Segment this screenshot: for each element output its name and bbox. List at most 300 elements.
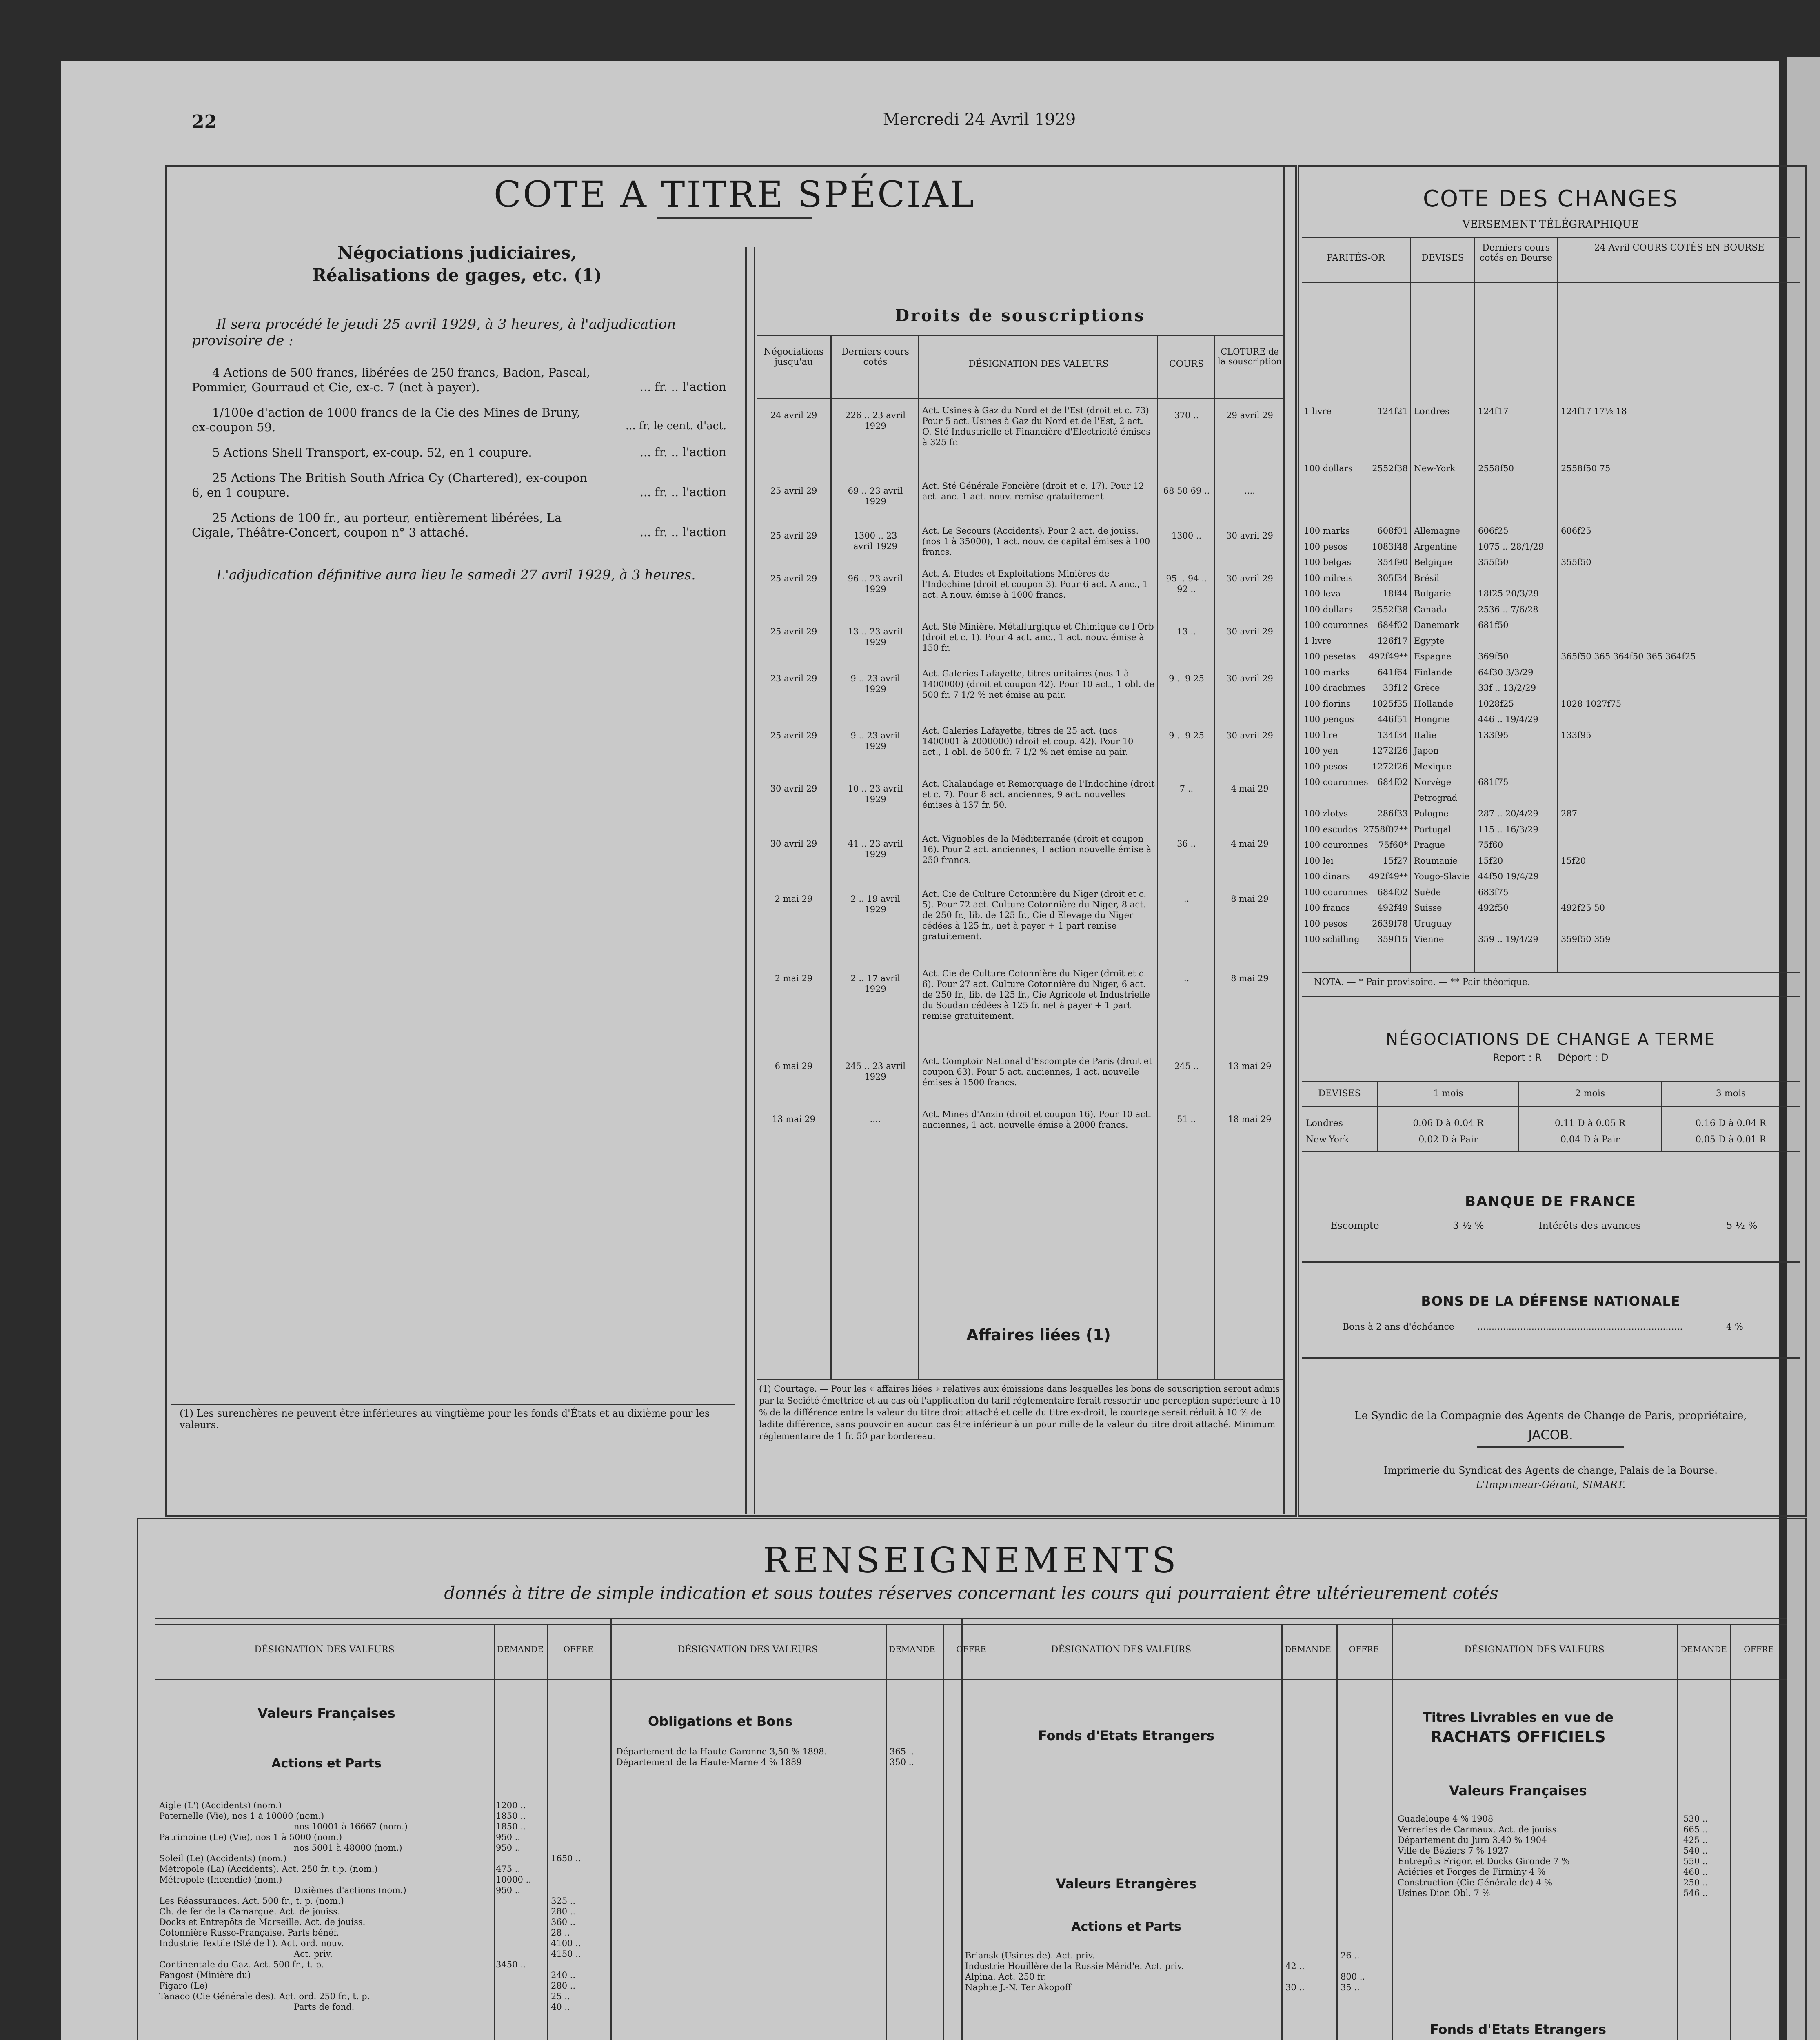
changes-header-bottom <box>1302 282 1800 283</box>
change-parite: 2552f38 <box>1372 463 1408 473</box>
droit-last: 96 .. 23 avril 1929 <box>848 574 903 594</box>
r1-sub: Actions et Parts <box>271 1756 382 1771</box>
r1-row-offre: 25 .. <box>551 1991 570 2001</box>
r1-row-offre: 28 .. <box>551 1928 570 1938</box>
interets-label: Intérêts des avances <box>1538 1220 1641 1231</box>
change-today: 492f25 50 <box>1561 903 1605 913</box>
change-today: 133f95 <box>1561 730 1591 740</box>
rens-header-offre: OFFRE <box>956 1644 986 1654</box>
droit-designation: Act. Cie de Culture Cotonnière du Niger (droit et c. 5). Pour 72 act. Culture Cotonnière du Niger, 8 act. de 250 fr., lib. de 125 fr., Cie d'Elevage du Niger cédées à 125 fr., net à payer + 1 part remise gratuitement. <box>922 889 1147 941</box>
syndic-line: Le Syndic de la Compagnie des Agents de Change de Paris, propriétaire, <box>1354 1410 1747 1422</box>
droit-designation: Act. Galeries Lafayette, titres de 25 act. (nos 1400001 à 2000000) (droit et coup. 42). Pour 10 act., 1 obl. de 500 fr. 7 1/2 % net émise au pair. <box>922 726 1134 757</box>
droit-last: .... <box>870 1114 881 1124</box>
droit-designation: Act. Le Secours (Accidents). Pour 2 act. de jouiss. (nos 1 à 35000), 1 act. nouv. de capital émises à 100 francs. <box>922 526 1150 557</box>
r2-heading: Obligations et Bons <box>648 1714 793 1729</box>
terme-devise: New-York <box>1306 1135 1349 1145</box>
changes-header-parite: PARITÉS-OR <box>1327 253 1385 263</box>
renseignements-col-sep <box>1730 1625 1731 2040</box>
r1-row-offre: 1650 .. <box>551 1854 581 1863</box>
change-unit: 100 lei <box>1304 856 1334 866</box>
droits-header-top <box>757 335 1283 336</box>
change-parite: 15f27 <box>1383 856 1408 866</box>
r4-row-demande: 546 .. <box>1683 1888 1708 1898</box>
change-today: 124f17 17½ 18 <box>1561 406 1627 416</box>
droits-header-desig: DÉSIGNATION DES VALEURS <box>968 359 1109 369</box>
change-parite: 492f49 <box>1377 903 1408 913</box>
droits-col-sep <box>1157 335 1158 1380</box>
item-text: 25 Actions de 100 fr., au porteur, entièrement libérées, La Cigale, Théâtre-Concert, coupon n° 3 attaché. <box>192 511 562 539</box>
r1-row-name: Tanaco (Cie Générale des). Act. ord. 250 fr., t. p. <box>159 1991 370 2001</box>
change-last: 492f50 <box>1478 903 1509 913</box>
r1-row-name: nos 5001 à 48000 (nom.) <box>294 1843 402 1853</box>
droit-cloture: 30 avril 29 <box>1226 574 1273 583</box>
terme-1-mois: 0.02 D à Pair <box>1418 1135 1478 1145</box>
droit-designation: Act. Comptoir National d'Escompte de Paris (droit et coupon 63). Pour 5 act. anciennes, 1 act. nouvelle émises à 1500 francs. <box>922 1056 1152 1087</box>
renseignements-col-sep <box>943 1625 944 2040</box>
r4-row-demande: 530 .. <box>1683 1814 1708 1824</box>
change-last: 1075 .. 28/1/29 <box>1478 541 1544 552</box>
r1-row-offre: 360 .. <box>551 1917 576 1927</box>
change-unit: 100 pesos <box>1304 541 1347 552</box>
r1-row-name: Patrimoine (Le) (Vie), nos 1 à 5000 (nom.) <box>159 1832 342 1842</box>
renseignements-header-top-2 <box>155 1624 1787 1625</box>
change-unit: 100 schilling <box>1304 934 1360 944</box>
renseignements-col-sep <box>1281 1625 1283 2040</box>
r1-row-name: Act. priv. <box>294 1949 333 1959</box>
terme-2-mois: 0.04 D à Pair <box>1560 1135 1620 1145</box>
droits-col-sep <box>918 335 919 1380</box>
terme-header-3: 3 mois <box>1716 1089 1746 1099</box>
droit-last: 41 .. 23 avril 1929 <box>848 839 903 859</box>
terme-3-mois: 0.05 D à 0.01 R <box>1695 1135 1767 1145</box>
r1-row-name: Aigle (L') (Accidents) (nom.) <box>159 1801 282 1810</box>
change-last: 18f25 20/3/29 <box>1478 589 1539 599</box>
renseignements-subtitle: donnés à titre de simple indication et sous toutes réserves concernant les cours qui pourraient être ultérieurement cotés <box>444 1583 1498 1603</box>
footnote-rule <box>171 1404 735 1405</box>
change-devise: Pologne <box>1414 809 1449 818</box>
r1-heading: Valeurs Françaises <box>257 1705 395 1721</box>
droit-last: 1300 .. 23 avril 1929 <box>853 531 897 551</box>
change-parite: 126f17 <box>1377 636 1408 646</box>
r4-row-demande: 550 .. <box>1683 1856 1708 1866</box>
bons-title: BONS DE LA DÉFENSE NATIONALE <box>1421 1293 1680 1309</box>
change-devise: Egypte <box>1414 636 1445 646</box>
r1-row-name: Paternelle (Vie), nos 1 à 10000 (nom.) <box>159 1811 324 1821</box>
change-parite: 446f51 <box>1377 714 1408 724</box>
rens-header-designation: DÉSIGNATION DES VALEURS <box>1464 1645 1605 1655</box>
change-unit: 100 pesetas <box>1304 652 1356 661</box>
change-parite: 684f02 <box>1377 777 1408 787</box>
rens-header-offre: OFFRE <box>1349 1644 1379 1654</box>
r1-row-offre: 4100 .. <box>551 1938 581 1948</box>
r1-row-name: Continentale du Gaz. Act. 500 fr., t. p. <box>159 1960 324 1969</box>
change-devise: Bulgarie <box>1414 589 1451 599</box>
terme-1-mois: 0.06 D à 0.04 R <box>1413 1118 1484 1129</box>
droit-cours: 9 .. 9 25 <box>1169 674 1204 683</box>
change-devise: Uruguay <box>1414 918 1452 929</box>
terme-header-1: 1 mois <box>1433 1089 1463 1099</box>
change-parite: 2552f38 <box>1372 604 1408 614</box>
renseignements-title: RENSEIGNEMENTS <box>763 1540 1179 1581</box>
droit-designation: Act. Chalandage et Remorquage de l'Indochine (droit et c. 7). Pour 8 act. anciennes, 9 act. nouvelles émises à 137 fr. 50. <box>922 779 1155 810</box>
change-today: 355f50 <box>1561 557 1591 567</box>
r1-row-name: Figaro (Le) <box>159 1981 208 1991</box>
r4-row-name: Usines Dior. Obl. 7 % <box>1398 1888 1490 1898</box>
droit-date: 25 avril 29 <box>770 627 817 636</box>
escompte-value: 3 ½ % <box>1453 1220 1484 1231</box>
droits-left-rule-2 <box>754 247 755 1514</box>
droit-date: 24 avril 29 <box>770 410 817 420</box>
r4-row-name: Ville de Béziers 7 % 1927 <box>1398 1846 1509 1856</box>
change-today: 287 <box>1561 809 1578 818</box>
change-last: 15f20 <box>1478 856 1503 866</box>
changes-col-sep <box>1557 237 1558 972</box>
droit-cours: 1300 .. <box>1171 531 1202 541</box>
change-parite: 492f49** <box>1369 871 1408 881</box>
droit-last: 69 .. 23 avril 1929 <box>848 486 903 506</box>
droit-date: 13 mai 29 <box>772 1114 815 1124</box>
change-devise: Japon <box>1414 746 1439 756</box>
r1-row-offre: 4150 .. <box>551 1949 581 1959</box>
bons-label: Bons à 2 ans d'échéance <box>1343 1322 1454 1332</box>
r4-heading-2: RACHATS OFFICIELS <box>1430 1728 1606 1746</box>
change-unit: 100 marks <box>1304 526 1350 536</box>
droit-last: 245 .. 23 avril 1929 <box>845 1061 906 1082</box>
droit-designation: Act. A. Etudes et Exploitations Minières de l'Indochine (droit et coupon 3). Pour 6 act. A anc., 1 act. A nouv. émise à 1000 francs. <box>922 569 1148 600</box>
change-devise: Finlande <box>1414 667 1452 677</box>
r1-row-demande: 1850 .. <box>496 1811 526 1821</box>
r3-row-offre: 35 .. <box>1341 1982 1360 1992</box>
droit-last: 2 .. 19 avril 1929 <box>850 894 900 914</box>
r4-row-demande: 425 .. <box>1683 1835 1708 1845</box>
droits-right-rule <box>1283 165 1285 1514</box>
rens-header-demande: DEMANDE <box>889 1644 935 1654</box>
r1-row-name: Fangost (Minière du) <box>159 1970 251 1980</box>
terme-devise: Londres <box>1306 1118 1343 1129</box>
r2-row-demande: 350 .. <box>890 1757 914 1767</box>
change-unit: 100 couronnes <box>1304 887 1368 897</box>
rens-header-designation: DÉSIGNATION DES VALEURS <box>677 1645 818 1655</box>
terme-header-top <box>1302 1081 1800 1082</box>
droit-designation: Act. Galeries Lafayette, titres unitaires (nos 1 à 1400000) (droit et coupon 42). Pour 10 act., 1 obl. de 500 fr. 7 1/2 % net émise au pair. <box>922 669 1154 700</box>
item-price: ... fr. .. l'action <box>639 445 726 459</box>
change-unit: 100 pesos <box>1304 761 1347 772</box>
r4-row-name: Verreries de Carmaux. Act. de jouiss. <box>1398 1825 1560 1834</box>
change-parite: 1272f26 <box>1372 761 1408 772</box>
item-text: 1/100e d'action de 1000 francs de la Cie des Mines de Bruny, ex-coupon 59. <box>192 406 580 434</box>
r1-row-name: Ch. de fer de la Camargue. Act. de jouiss. <box>159 1907 340 1916</box>
change-devise: Roumanie <box>1414 856 1458 866</box>
r4-row-name: Entrepôts Frigor. et Docks Gironde 7 % <box>1398 1856 1570 1866</box>
banque-title: BANQUE DE FRANCE <box>1465 1193 1636 1210</box>
item-price: ... fr. .. l'action <box>639 380 726 394</box>
changes-header-devise: DEVISES <box>1421 253 1464 263</box>
droits-title: Droits de souscriptions <box>895 306 1145 325</box>
change-devise: Suisse <box>1414 903 1442 913</box>
r3-row-demande: 30 .. <box>1285 1982 1305 1992</box>
change-unit: 100 dinars <box>1304 871 1350 881</box>
droit-date: 25 avril 29 <box>770 531 817 541</box>
change-last: 369f50 <box>1478 652 1509 661</box>
change-today: 2558f50 75 <box>1561 463 1611 473</box>
r1-row-name: Métropole (La) (Accidents). Act. 250 fr. t.p. (nom.) <box>159 1864 378 1874</box>
droit-date: 25 avril 29 <box>770 486 817 496</box>
change-last: 64f30 3/3/29 <box>1478 667 1534 677</box>
droit-cours: 7 .. <box>1179 784 1194 794</box>
r1-row-name: Parts de fond. <box>294 2002 355 2012</box>
change-parite: 492f49** <box>1369 652 1408 661</box>
adjudication-item <box>192 470 726 510</box>
r1-row-name: Les Réassurances. Act. 500 fr., t. p. (nom.) <box>159 1896 344 1906</box>
renseignements-col-sep <box>1677 1625 1678 2040</box>
change-parite: 354f90 <box>1377 557 1408 567</box>
change-last: 355f50 <box>1478 557 1509 567</box>
droit-cloture: 30 avril 29 <box>1226 674 1273 683</box>
r4-sub-2: Fonds d'Etats Etrangers <box>1429 2022 1607 2037</box>
item-price: ... fr. .. l'action <box>639 485 726 499</box>
change-devise: Grèce <box>1414 683 1440 693</box>
changes-nota: NOTA. — * Pair provisoire. — ** Pair théorique. <box>1314 977 1531 987</box>
droit-designation: Act. Sté Générale Foncière (droit et c. 17). Pour 12 act. anc. 1 act. nouv. remise gratuitement. <box>922 481 1144 501</box>
droit-date: 2 mai 29 <box>775 973 813 983</box>
change-unit: 100 couronnes <box>1304 620 1368 630</box>
change-unit: 100 pengos <box>1304 714 1354 724</box>
changes-nota-rule <box>1302 996 1800 997</box>
droit-cours: .. <box>1183 973 1190 983</box>
r1-row-name: Dixièmes d'actions (nom.) <box>294 1885 406 1895</box>
change-parite: 684f02 <box>1377 887 1408 897</box>
r1-row-offre: 325 .. <box>551 1896 576 1906</box>
renseignements-col-sep <box>547 1625 548 2040</box>
r3-row-demande: 42 .. <box>1285 1961 1305 1971</box>
droit-date: 25 avril 29 <box>770 731 817 741</box>
droit-cours: .. <box>1183 894 1190 904</box>
change-last: 115 .. 16/3/29 <box>1478 824 1538 834</box>
r1-row-offre: 40 .. <box>551 2002 570 2012</box>
r4-row-name: Guadeloupe 4 % 1908 <box>1398 1814 1494 1824</box>
changes-header-top <box>1302 237 1800 238</box>
adjudication-item <box>192 365 726 405</box>
cote-titre-title: COTE A TITRE SPÉCIAL <box>493 173 976 215</box>
terme-header-bottom <box>1302 1106 1800 1107</box>
changes-header-today: 24 Avril COURS COTÉS EN BOURSE <box>1594 243 1765 253</box>
courtage-rule <box>757 1379 1283 1380</box>
change-devise: Brésil <box>1414 573 1440 583</box>
change-unit: 100 milreis <box>1304 573 1353 583</box>
r1-row-offre: 240 .. <box>551 1970 576 1980</box>
droit-cloture: 8 mai 29 <box>1231 894 1269 904</box>
change-unit: 100 zlotys <box>1304 809 1348 818</box>
droit-date: 30 avril 29 <box>770 839 817 849</box>
change-unit: 100 leva <box>1304 589 1341 599</box>
changes-bottom-rule <box>1302 972 1800 973</box>
droits-header-cours: COURS <box>1169 359 1204 369</box>
droit-cloture: 4 mai 29 <box>1231 784 1269 794</box>
r3-row-name: Naphte J.-N. Ter Akopoff <box>965 1982 1071 1992</box>
terme-bottom <box>1302 1151 1800 1152</box>
item-text: 5 Actions Shell Transport, ex-coup. 52, en 1 coupure. <box>212 446 532 459</box>
change-last: 124f17 <box>1478 406 1509 416</box>
r3-sub: Actions et Parts <box>1071 1920 1181 1934</box>
droit-cloture: 30 avril 29 <box>1226 531 1273 541</box>
r4-sub-1: Valeurs Françaises <box>1449 1783 1587 1798</box>
change-unit: 100 marks <box>1304 667 1350 677</box>
droit-cloture: 13 mai 29 <box>1228 1061 1272 1071</box>
bons-leader: ........................................................................ <box>1477 1322 1683 1332</box>
item-text: 4 Actions de 500 francs, libérées de 250 francs, Badon, Pascal, Pommier, Gourraud et Cie, ex-c. 7 (net à payer). <box>192 366 590 394</box>
change-devise: Hollande <box>1414 698 1454 709</box>
change-last: 2536 .. 7/6/28 <box>1478 604 1538 614</box>
r4-row-demande: 540 .. <box>1683 1846 1708 1856</box>
change-today: 365f50 365 364f50 365 364f25 <box>1561 652 1696 661</box>
change-parite: 1025f35 <box>1372 698 1408 709</box>
change-devise: Hongrie <box>1414 714 1450 724</box>
droit-last: 9 .. 23 avril 1929 <box>850 674 900 694</box>
change-unit: 100 escudos <box>1304 824 1358 834</box>
change-parite: 305f34 <box>1377 573 1408 583</box>
change-last: 683f75 <box>1478 887 1509 897</box>
syndic-rule <box>1477 1446 1624 1448</box>
change-last: 75f60 <box>1478 840 1503 850</box>
change-devise: Allemagne <box>1414 526 1460 536</box>
change-unit: 100 couronnes <box>1304 777 1368 787</box>
droits-header-close: CLOTURE de la souscription <box>1218 347 1282 366</box>
courtage-footnote: (1) Courtage. — Pour les « affaires liées » relatives aux émissions dans lesquelles les bons de souscription seront admis par la Société émettrice et au cas où l'application du tarif réglementaire ferait ressortir une perception supérieure à 10 % de la différence entre la valeur du titre droit attaché et celle du titre ex-droit, le courtage serait réduit à 10 % de ladite différence, sans pouvoir en aucun cas être inférieur à un pour mille de la valeur du titre droit attaché. Minimum réglementaire de 1 fr. 50 par bordereau. <box>759 1384 1281 1441</box>
droit-cloture: 29 avril 29 <box>1226 410 1273 420</box>
bons-value: 4 % <box>1726 1322 1743 1332</box>
bons-rule <box>1302 1357 1800 1359</box>
droit-cours: 245 .. <box>1174 1061 1199 1071</box>
change-today: 15f20 <box>1561 856 1586 866</box>
renseignements-header-bottom <box>155 1679 1787 1680</box>
change-unit: 1 livre <box>1304 636 1332 646</box>
change-devise: Londres <box>1414 406 1449 416</box>
rens-header-offre: OFFRE <box>563 1644 594 1654</box>
r1-row-demande: 1200 .. <box>496 1801 526 1810</box>
droit-last: 2 .. 17 avril 1929 <box>850 973 900 994</box>
r4-row-demande: 250 .. <box>1683 1878 1708 1887</box>
r1-row-offre: 280 .. <box>551 1981 576 1991</box>
r2-row-name: Département de la Haute-Marne 4 % 1889 <box>616 1757 802 1767</box>
droit-cloture: 18 mai 29 <box>1228 1114 1272 1124</box>
droit-cours: 95 .. 94 .. 92 .. <box>1166 574 1207 594</box>
change-unit: 100 dollars <box>1304 463 1353 473</box>
change-parite: 608f01 <box>1377 526 1408 536</box>
adjudication-item <box>192 445 726 470</box>
change-today: 359f50 359 <box>1561 934 1611 944</box>
change-parite: 1083f48 <box>1372 541 1408 552</box>
change-unit: 100 dollars <box>1304 604 1353 614</box>
droit-cloture: 30 avril 29 <box>1226 731 1273 741</box>
r1-row-demande: 10000 .. <box>496 1875 531 1885</box>
rens-header-offre: OFFRE <box>1744 1644 1774 1654</box>
item-text: 25 Actions The British South Africa Cy (Chartered), ex-coupon 6, en 1 coupure. <box>192 471 587 499</box>
change-devise: Yougo-Slavie <box>1414 871 1470 881</box>
change-parite: 684f02 <box>1377 620 1408 630</box>
droit-last: 10 .. 23 avril 1929 <box>848 784 903 804</box>
change-parite: 18f44 <box>1383 589 1408 599</box>
droit-date: 2 mai 29 <box>775 894 813 904</box>
droit-cours: 68 50 69 .. <box>1163 486 1210 496</box>
droits-header-bottom <box>757 398 1283 399</box>
change-last: 133f95 <box>1478 730 1509 740</box>
change-devise: Argentine <box>1414 541 1457 552</box>
r4-row-name: Département du Jura 3.40 % 1904 <box>1398 1835 1547 1845</box>
change-devise: Norvège <box>1414 777 1452 787</box>
change-unit: 100 drachmes <box>1304 683 1366 693</box>
change-last: 287 .. 20/4/29 <box>1478 809 1538 818</box>
r3-row-name: Briansk (Usines de). Act. priv. <box>965 1951 1095 1960</box>
change-parite: 33f12 <box>1383 683 1408 693</box>
rens-header-demande: DEMANDE <box>497 1644 544 1654</box>
change-last: 1028f25 <box>1478 698 1514 709</box>
terme-title: NÉGOCIATIONS DE CHANGE A TERME <box>1386 1030 1716 1049</box>
rens-header-designation: DÉSIGNATION DES VALEURS <box>1051 1645 1192 1655</box>
droits-col-sep <box>830 335 832 1380</box>
renseignements-col-sep <box>1336 1625 1338 2040</box>
change-unit: 100 yen <box>1304 746 1338 756</box>
changes-col-sep <box>1410 237 1411 972</box>
change-today: 606f25 <box>1561 526 1591 536</box>
change-parite: 286f33 <box>1377 809 1408 818</box>
renseignements-group-sep <box>961 1619 963 2040</box>
syndic-name: JACOB. <box>1528 1427 1573 1443</box>
r4-row-name: Aciéries et Forges de Firminy 4 % <box>1398 1867 1546 1877</box>
renseignements-group-sep <box>610 1619 612 2040</box>
change-devise: Mexique <box>1414 761 1452 772</box>
change-last: 2558f50 <box>1478 463 1514 473</box>
r4-row-name: Construction (Cie Générale de) 4 % <box>1398 1878 1553 1887</box>
change-unit: 100 couronnes <box>1304 840 1368 850</box>
r3-row-name: Alpina. Act. 250 fr. <box>965 1972 1047 1982</box>
r3-heading-2: Valeurs Etrangères <box>1056 1876 1197 1891</box>
change-devise: Vienne <box>1414 934 1444 944</box>
item-price: ... fr. .. l'action <box>639 525 726 539</box>
terme-header-2: 2 mois <box>1575 1089 1605 1099</box>
change-unit: 100 florins <box>1304 698 1351 709</box>
terme-3-mois: 0.16 D à 0.04 R <box>1695 1118 1767 1129</box>
droit-date: 23 avril 29 <box>770 674 817 683</box>
droit-designation: Act. Sté Minière, Métallurgique et Chimique de l'Orb (droit et c. 1). Pour 4 act. anc., 1 act. nouv. émise à 150 fr. <box>922 622 1154 653</box>
change-parite: 75f60* <box>1378 840 1408 850</box>
change-devise: Italie <box>1414 730 1437 740</box>
renseignements-header-top <box>155 1618 1787 1619</box>
change-last: 44f50 19/4/29 <box>1478 871 1539 881</box>
change-parite: 359f15 <box>1377 934 1408 944</box>
change-parite: 134f34 <box>1377 730 1408 740</box>
page-number: 22 <box>192 111 217 132</box>
droits-header-last: Derniers cours cotés <box>841 347 909 367</box>
r1-row-demande: 3450 .. <box>496 1960 526 1969</box>
r1-row-demande: 950 .. <box>496 1832 521 1842</box>
droit-designation: Act. Usines à Gaz du Nord et de l'Est (droit et c. 73) Pour 5 act. Usines à Gaz du Nord et de l'Est, 2 act. O. Sté Industrielle et Financière d'Electricité émises à 325 fr. <box>922 406 1151 447</box>
change-devise: Portugal <box>1414 824 1451 834</box>
change-parite: 2639f78 <box>1372 918 1408 929</box>
r3-heading-1: Fonds d'Etats Etrangers <box>1038 1728 1215 1743</box>
r1-row-name: Soleil (Le) (Accidents) (nom.) <box>159 1854 286 1863</box>
change-unit: 100 lire <box>1304 730 1338 740</box>
droit-cloture: 8 mai 29 <box>1231 973 1269 983</box>
change-devise: Suède <box>1414 887 1441 897</box>
droit-last: 13 .. 23 avril 1929 <box>848 627 903 647</box>
change-devise: New-York <box>1414 463 1456 473</box>
change-last: 446 .. 19/4/29 <box>1478 714 1538 724</box>
r4-row-demande: 460 .. <box>1683 1867 1708 1877</box>
droit-cours: 13 .. <box>1177 627 1196 636</box>
change-last: 359 .. 19/4/29 <box>1478 934 1538 944</box>
item-price: ... fr. le cent. d'act. <box>626 420 726 432</box>
change-parite: 641f64 <box>1377 667 1408 677</box>
